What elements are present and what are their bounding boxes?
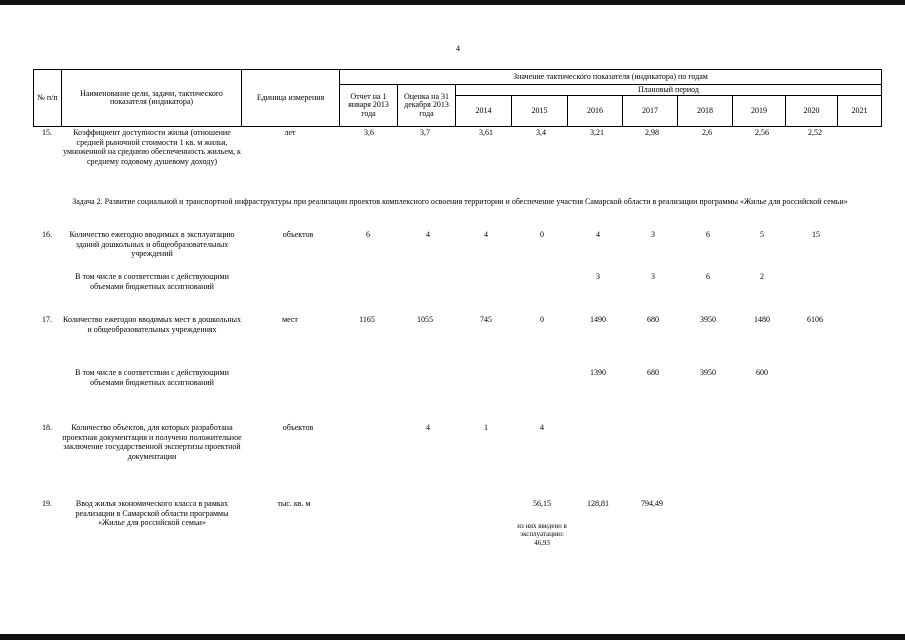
value: 1480 bbox=[754, 315, 770, 324]
col-name: Наименование цели, задачи, тактического показателя (индикатора) bbox=[62, 70, 242, 127]
row-number: 17. bbox=[42, 315, 52, 324]
col-unit: Единица измерения bbox=[242, 70, 340, 127]
row-unit: лет bbox=[284, 128, 296, 137]
value: 0 bbox=[540, 315, 544, 324]
value: 1490 bbox=[590, 315, 606, 324]
table-header bbox=[33, 69, 882, 127]
row-name: Количество ежегодно вводимых в эксплуатацию зданий дошкольных и общеобразовательных учреждений bbox=[69, 230, 235, 259]
col-no: № п/п bbox=[34, 70, 62, 127]
col-year: 2021 bbox=[838, 96, 882, 127]
value: 1 bbox=[484, 423, 488, 432]
value: 5 bbox=[760, 230, 764, 239]
col-estimate: Оценка на 31 декабря 2013 года bbox=[398, 85, 456, 127]
value: 0 bbox=[540, 230, 544, 239]
value: 3 bbox=[651, 230, 655, 239]
value: 2,6 bbox=[702, 128, 712, 137]
value: 1390 bbox=[590, 368, 606, 377]
value: 2 bbox=[760, 272, 764, 281]
page-number: 4 bbox=[456, 44, 460, 53]
row-name: В том числе в соответствии с действующими объемами бюджетных ассигнований bbox=[75, 368, 229, 387]
value: 3,7 bbox=[420, 128, 430, 137]
col-report: Отчет на 1 января 2013 года bbox=[340, 85, 398, 127]
value: 794,49 bbox=[641, 499, 663, 508]
value: 3,21 bbox=[590, 128, 604, 137]
col-year: 2014 bbox=[456, 96, 512, 127]
row-number: 18. bbox=[42, 423, 52, 432]
row-name: Количество объектов, для которых разработана проектная документация и получено положительное заключение государственной экспертизы проектной документации bbox=[62, 423, 242, 461]
value: 3 bbox=[596, 272, 600, 281]
value: 4 bbox=[540, 423, 544, 432]
value: 3,6 bbox=[364, 128, 374, 137]
row-name: Коэффициент доступности жилья (отношение средней рыночной стоимости 1 кв. м жилья, умноженной на среднюю обеспеченность жильем, к среднему годовому душевому доходу) bbox=[63, 128, 241, 166]
value: 6106 bbox=[807, 315, 823, 324]
col-year: 2019 bbox=[733, 96, 786, 127]
row-number: 16. bbox=[42, 230, 52, 239]
value: 1165 bbox=[359, 315, 375, 324]
row-number: 19. bbox=[42, 499, 52, 508]
value: 3 bbox=[651, 272, 655, 281]
row-name: Ввод жилья экономического класса в рамках реализации в Самарской области программы «Жилье для российской семьи» bbox=[75, 499, 229, 528]
value: 2,56 bbox=[755, 128, 769, 137]
value: 6 bbox=[706, 272, 710, 281]
value: 3950 bbox=[700, 368, 716, 377]
value: 6 bbox=[706, 230, 710, 239]
value: 56,15 bbox=[533, 499, 551, 508]
col-year: 2020 bbox=[786, 96, 838, 127]
value: 4 bbox=[426, 230, 430, 239]
col-year: 2015 bbox=[512, 96, 568, 127]
row-unit: объектов bbox=[282, 423, 314, 432]
value: 3,61 bbox=[479, 128, 493, 137]
value: 3950 bbox=[700, 315, 716, 324]
value: 680 bbox=[647, 315, 659, 324]
value: 680 bbox=[647, 368, 659, 377]
row-unit: тыс. кв. м bbox=[277, 499, 311, 508]
value: 3,4 bbox=[536, 128, 546, 137]
value: 745 bbox=[480, 315, 492, 324]
scan-bottom-border bbox=[0, 634, 905, 640]
value: 128,81 bbox=[587, 499, 609, 508]
value: 4 bbox=[484, 230, 488, 239]
value: 4 bbox=[426, 423, 430, 432]
col-plan: Плановый период bbox=[456, 85, 882, 96]
value: 2,52 bbox=[808, 128, 822, 137]
col-value-group: Значение тактического показателя (индикатора) по годам bbox=[340, 70, 882, 85]
task-2-heading: Задача 2. Развитие социальной и транспортной инфраструктуры при реализации проектов комплексного освоения территории и обеспечение участия Самарской области в реализации программы «Жилье для российской семьи» bbox=[72, 197, 848, 206]
value: 2,98 bbox=[645, 128, 659, 137]
row-name: Количество ежегодно вводимых мест в дошкольных и общеобразовательных учреждениях bbox=[63, 315, 241, 334]
row-number: 15. bbox=[42, 128, 52, 137]
col-year: 2016 bbox=[568, 96, 623, 127]
value-note: из них введено в эксплуатацию: 46,93 bbox=[517, 522, 567, 547]
scan-top-border bbox=[0, 0, 905, 5]
value: 6 bbox=[366, 230, 370, 239]
row-unit: объектов bbox=[282, 230, 314, 239]
value: 15 bbox=[812, 230, 820, 239]
col-year: 2018 bbox=[678, 96, 733, 127]
row-name: В том числе в соответствии с действующими объемами бюджетных ассигнований bbox=[75, 272, 229, 291]
value: 1055 bbox=[417, 315, 433, 324]
col-year: 2017 bbox=[623, 96, 678, 127]
row-unit: мест bbox=[282, 315, 298, 324]
value: 4 bbox=[596, 230, 600, 239]
value: 600 bbox=[756, 368, 768, 377]
